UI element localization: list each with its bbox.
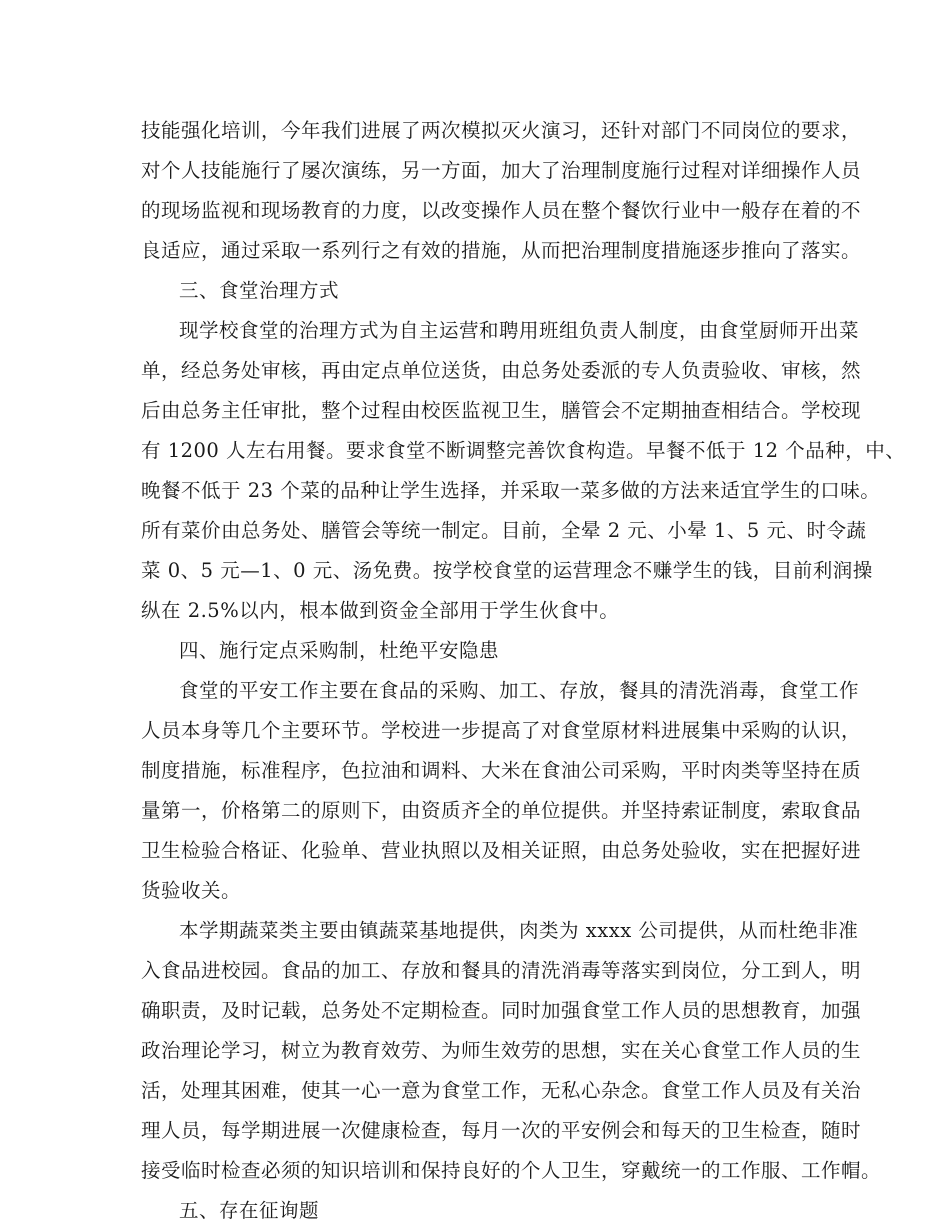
paragraph-line: 所有菜价由总务处、膳管会等统一制定。目前，全晕 2 元、小晕 1、5 元、时令蔬 xyxy=(141,519,867,542)
paragraph-line: 量第一，价格第二的原则下，由资质齐全的单位提供。并坚持索证制度，索取食品 xyxy=(141,799,862,822)
paragraph-line: 入食品进校园。食品的加工、存放和餐具的清洗消毒等落实到岗位，分工到人，明 xyxy=(141,959,862,982)
paragraph-line: 有 1200 人左右用餐。要求食堂不断调整完善饮食构造。早餐不低于 12 个品种，中、 xyxy=(141,439,906,462)
paragraph-line: 晚餐不低于 23 个菜的品种让学生选择，并采取一菜多做的方法来适宜学生的口味。 xyxy=(141,479,881,502)
paragraph-line: 良适应，通过采取一系列行之有效的措施，从而把治理制度措施逐步推向了落实。 xyxy=(141,239,862,262)
paragraph-line: 纵在 2.5%以内，根本做到资金全部用于学生伙食中。 xyxy=(141,599,620,622)
paragraph-line: 对个人技能施行了屡次演练，另一方面，加大了治理制度施行过程对详细操作人员 xyxy=(141,159,862,182)
section-heading: 五、存在征询题 xyxy=(179,1199,320,1222)
paragraph-line: 的现场监视和现场教育的力度，以改变操作人员在整个餐饮行业中一般存在着的不 xyxy=(141,199,862,222)
paragraph-line: 货验收关。 xyxy=(141,879,242,902)
paragraph-line: 活，处理其困难，使其一心一意为食堂工作，无私心杂念。食堂工作人员及有关治 xyxy=(141,1079,862,1102)
paragraph-line: 单，经总务处审核，再由定点单位送货，由总务处委派的专人负责验收、审核，然 xyxy=(141,359,862,382)
paragraph-line: 确职责，及时记载，总务处不定期检查。同时加强食堂工作人员的思想教育，加强 xyxy=(141,999,862,1022)
paragraph-line: 本学期蔬菜类主要由镇蔬菜基地提供，肉类为 xxxx 公司提供，从而杜绝非准 xyxy=(179,919,859,942)
paragraph-line: 政治理论学习，树立为教育效劳、为师生效劳的思想，实在关心食堂工作人员的生 xyxy=(141,1039,862,1062)
paragraph-line: 后由总务主任审批，整个过程由校医监视卫生，膳管会不定期抽查相结合。学校现 xyxy=(141,399,862,422)
section-heading: 三、食堂治理方式 xyxy=(179,279,340,302)
paragraph-line: 理人员，每学期进展一次健康检查，每月一次的平安例会和每天的卫生检查，随时 xyxy=(141,1119,862,1142)
paragraph-line: 人员本身等几个主要环节。学校进一步提高了对食堂原材料进展集中采购的认识， xyxy=(141,719,862,742)
section-heading: 四、施行定点采购制，杜绝平安隐患 xyxy=(179,639,500,662)
paragraph-line: 制度措施，标准程序，色拉油和调料、大米在食油公司采购，平时肉类等坚持在质 xyxy=(141,759,862,782)
paragraph-line: 食堂的平安工作主要在食品的采购、加工、存放，餐具的清洗消毒，食堂工作 xyxy=(179,679,860,702)
paragraph-line: 接受临时检查必须的知识培训和保持良好的个人卫生，穿戴统一的工作服、工作帽。 xyxy=(141,1159,882,1182)
paragraph-line: 技能强化培训，今年我们进展了两次模拟灭火演习，还针对部门不同岗位的要求， xyxy=(141,119,862,142)
paragraph-line: 卫生检验合格证、化验单、营业执照以及相关证照，由总务处验收，实在把握好进 xyxy=(141,839,862,862)
paragraph-line: 菜 0、5 元—1、0 元、汤免费。按学校食堂的运营理念不赚学生的钱，目前利润操 xyxy=(141,559,873,582)
paragraph-line: 现学校食堂的治理方式为自主运营和聘用班组负责人制度，由食堂厨师开出菜 xyxy=(179,319,860,342)
